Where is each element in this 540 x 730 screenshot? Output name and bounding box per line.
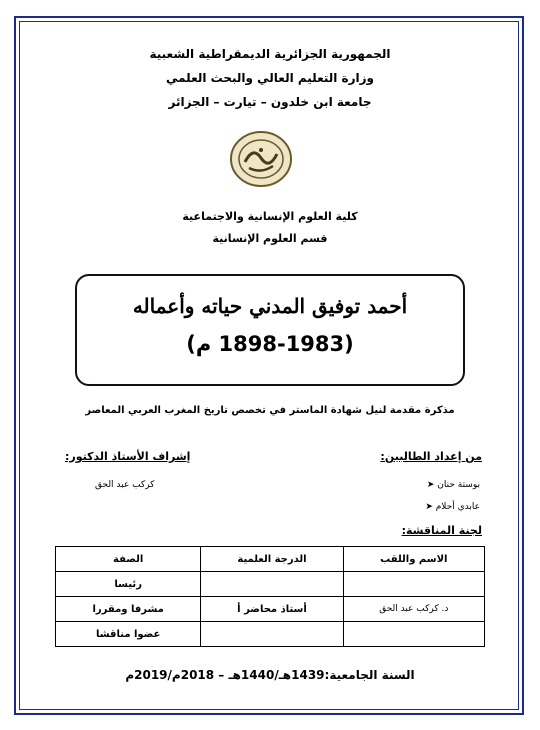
committee-label: لجنة المناقشة: bbox=[401, 524, 482, 537]
university-seal-icon bbox=[225, 128, 297, 190]
memo-line: مذكرة مقدمة لنيل شهادة الماستر في تخصص تاريخ المغرب العربي المعاصر bbox=[85, 405, 455, 416]
col-header-rank: الدرجة العلمية bbox=[201, 547, 343, 572]
thesis-years: (1898-1983 م) bbox=[186, 332, 354, 356]
cell-role: مشرفا ومقررا bbox=[56, 597, 201, 622]
table-row bbox=[56, 597, 485, 622]
cell-rank: أستاذ محاضر أ bbox=[201, 597, 343, 622]
cell-name bbox=[343, 572, 484, 597]
arrow-bullet-icon: ➤ bbox=[426, 480, 435, 490]
committee-table bbox=[55, 546, 485, 647]
cell-role: رئيسا bbox=[56, 572, 201, 597]
student-name-2 bbox=[419, 502, 480, 512]
col-header-name: الاسم واللقب bbox=[343, 547, 484, 572]
table-header-row bbox=[56, 547, 485, 572]
table-row bbox=[56, 622, 485, 647]
cell-rank bbox=[201, 622, 343, 647]
arrow-bullet-icon: ➤ bbox=[425, 502, 433, 512]
republic-line: الجمهورية الجزائرية الديمقراطية الشعبية bbox=[149, 47, 391, 61]
thesis-title-box bbox=[75, 274, 465, 386]
cell-role: عضوا مناقشا bbox=[56, 622, 201, 647]
cell-name bbox=[343, 622, 484, 647]
supervisor-name: كركب عبد الحق bbox=[95, 480, 155, 490]
department-line: قسم العلوم الإنسانية bbox=[212, 232, 328, 245]
students-label: من إعداد الطالبين: bbox=[380, 450, 482, 463]
student-name-1 bbox=[421, 480, 480, 490]
cell-name: د. كركب عبد الحق bbox=[343, 597, 484, 622]
thesis-title: أحمد توفيق المدني حياته وأعماله bbox=[132, 294, 408, 318]
student-name: بوستة حنان bbox=[437, 480, 480, 490]
ministry-line: وزارة التعليم العالي والبحث العلمي bbox=[165, 71, 375, 85]
university-line: جامعة ابن خلدون – تيارت – الجزائر bbox=[168, 95, 372, 109]
student-name: عابدي أحلام bbox=[435, 502, 480, 512]
cell-rank bbox=[201, 572, 343, 597]
college-line: كلية العلوم الإنسانية والاجتماعية bbox=[182, 210, 358, 223]
table-row bbox=[56, 572, 485, 597]
academic-year: السنة الجامعية:1439هـ/1440هـ – 2018م/2019م bbox=[125, 668, 415, 682]
supervisor-label: إشراف الأستاذ الدكتور: bbox=[65, 450, 191, 463]
col-header-role: الصفة bbox=[56, 547, 201, 572]
